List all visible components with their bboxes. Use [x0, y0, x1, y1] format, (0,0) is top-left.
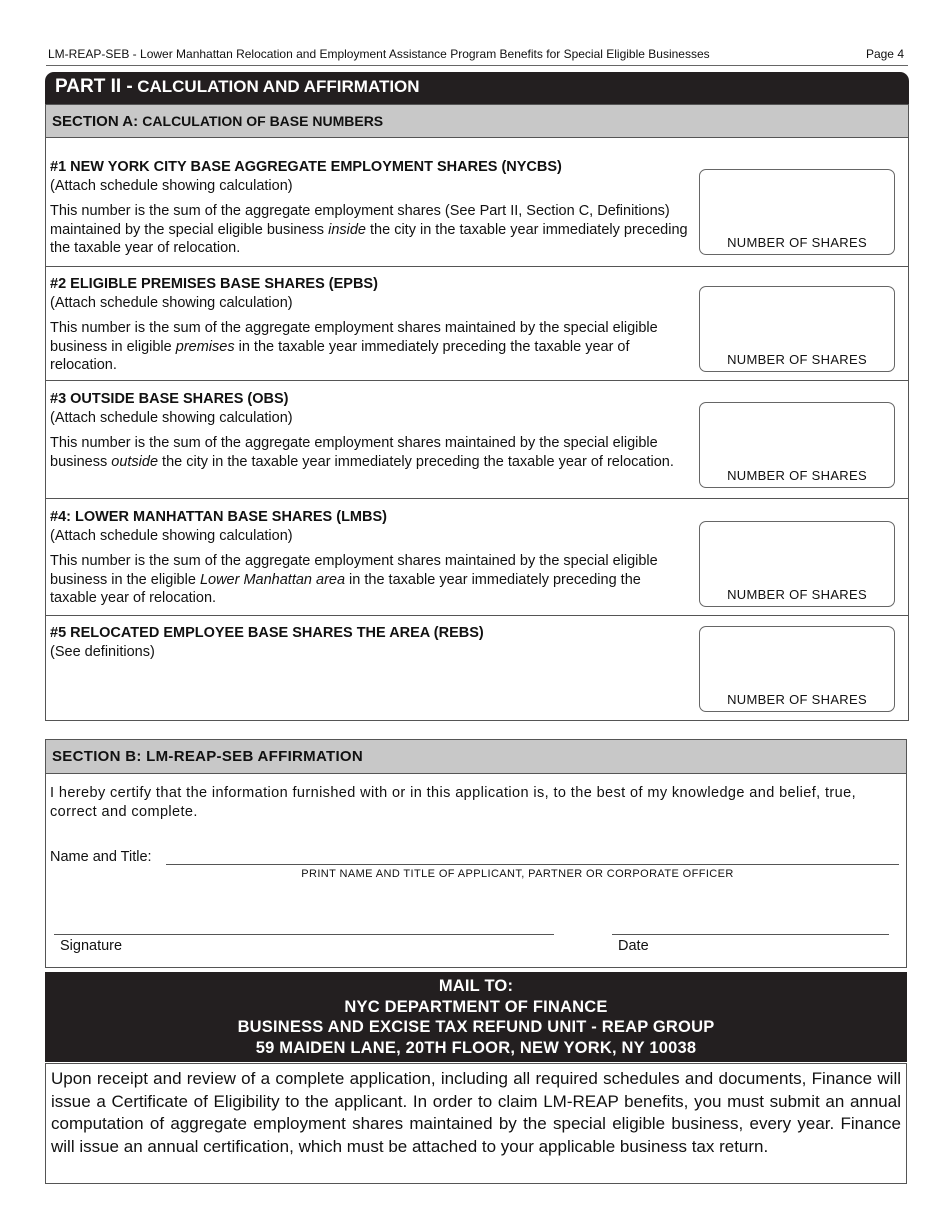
row-note: (Attach schedule showing calculation)	[50, 294, 293, 311]
calc-row-rebs	[46, 616, 908, 720]
signature-field[interactable]	[54, 934, 554, 935]
row-title: #4: LOWER MANHATTAN BASE SHARES (LMBS)	[50, 509, 387, 525]
rebs-shares-input[interactable]	[699, 626, 895, 712]
shares-label: NUMBER OF SHARES	[727, 587, 867, 602]
desc-emphasis: Lower Manhattan area	[199, 571, 346, 588]
desc-text: in the taxable year immediately preceding the taxable year of relocation.	[50, 571, 641, 606]
desc-emphasis: outside	[111, 453, 159, 470]
calc-row-obs	[46, 381, 908, 499]
desc-text: This number is the sum of the aggregate employment shares maintained by the special eligible business in the eligible	[50, 553, 658, 588]
part-title: CALCULATION AND AFFIRMATION	[137, 77, 420, 96]
calc-row-nycbs	[46, 138, 908, 267]
desc-emphasis: premises	[175, 338, 235, 355]
date-field[interactable]	[612, 934, 889, 935]
row-title: #1 NEW YORK CITY BASE AGGREGATE EMPLOYMENT SHARES (NYCBS)	[50, 159, 562, 175]
row-description	[50, 319, 690, 375]
row-description	[50, 434, 690, 471]
epbs-shares-input[interactable]	[699, 286, 895, 372]
nycbs-shares-input[interactable]	[699, 169, 895, 255]
row-note: (Attach schedule showing calculation)	[50, 527, 293, 544]
footer-note: Upon receipt and review of a complete application, including all required schedules and documents, Finance will issue a Certificate of Eligibility to the applicant. In order to claim LM-REAP benefits, you must submit an annual computation of aggregate employment shares maintained by the special eligible business, every year. Finance will issue an annual certification, which must be attached to your applicable business tax return.	[45, 1063, 907, 1184]
certification-text: I hereby certify that the information furnished with or in this application is, to the best of my knowledge and belief, true, correct and complete.	[50, 785, 857, 820]
desc-text: the city in the taxable year immediately preceding the taxable year of relocation.	[158, 453, 674, 470]
row-text	[50, 390, 690, 471]
calculation-box	[45, 138, 909, 721]
shares-label: NUMBER OF SHARES	[727, 468, 867, 483]
part-label: PART II -	[55, 76, 133, 97]
section-b-header: SECTION B: LM-REAP-SEB AFFIRMATION	[46, 740, 906, 774]
calc-row-epbs	[46, 267, 908, 381]
desc-text: in the taxable year immediately preceding the taxable year of relocation.	[50, 338, 630, 373]
page-number: Page 4	[865, 47, 904, 61]
desc-emphasis: inside	[328, 221, 366, 238]
row-note: (See definitions)	[50, 643, 155, 660]
obs-shares-input[interactable]	[699, 402, 895, 488]
row-title: #3 OUTSIDE BASE SHARES (OBS)	[50, 391, 289, 407]
name-title-caption: PRINT NAME AND TITLE OF APPLICANT, PARTNER OR CORPORATE OFFICER	[301, 868, 734, 880]
mail-to-line1: NYC DEPARTMENT OF FINANCE	[344, 997, 608, 1016]
mail-to-line2: BUSINESS AND EXCISE TAX REFUND UNIT - REAP GROUP	[237, 1018, 715, 1036]
section-a-label: SECTION A:	[52, 113, 139, 130]
row-description	[50, 202, 690, 258]
mail-to-box	[45, 972, 907, 1062]
date-label: Date	[618, 938, 649, 954]
row-title: #2 ELIGIBLE PREMISES BASE SHARES (EPBS)	[50, 276, 378, 292]
row-text	[50, 275, 690, 375]
form-title: LM-REAP-SEB - Lower Manhattan Relocation and Employment Assistance Program Benefits for Special Eligible Businesses	[48, 47, 710, 61]
row-text	[50, 624, 690, 661]
page-header	[46, 46, 908, 66]
row-text	[50, 158, 690, 258]
row-note: (Attach schedule showing calculation)	[50, 409, 293, 426]
mail-to-line3: 59 MAIDEN LANE, 20TH FLOOR, NEW YORK, NY 10038	[255, 1038, 697, 1057]
desc-text: This number is the sum of the aggregate employment shares maintained by the special eligible business	[50, 435, 658, 470]
name-title-field[interactable]	[166, 864, 899, 865]
desc-text: This number is the sum of the aggregate employment shares maintained by the special eligible business in eligible	[50, 320, 658, 355]
signature-label: Signature	[60, 938, 123, 954]
shares-label: NUMBER OF SHARES	[727, 235, 867, 250]
name-title-label: Name and Title:	[50, 849, 152, 865]
mail-to-heading: MAIL TO:	[438, 977, 514, 995]
row-note: (Attach schedule showing calculation)	[50, 177, 293, 194]
section-a-title: CALCULATION OF BASE NUMBERS	[142, 113, 384, 129]
section-a-header	[45, 104, 909, 138]
shares-label: NUMBER OF SHARES	[727, 692, 867, 707]
lmbs-shares-input[interactable]	[699, 521, 895, 607]
row-text	[50, 508, 690, 608]
section-b-affirmation	[45, 739, 907, 968]
part-header	[45, 72, 909, 104]
desc-text: the city in the taxable year immediately preceding the taxable year of relocation.	[50, 221, 688, 256]
shares-label: NUMBER OF SHARES	[727, 352, 867, 367]
row-title: #5 RELOCATED EMPLOYEE BASE SHARES THE AREA (REBS)	[50, 625, 484, 641]
calc-row-lmbs	[46, 499, 908, 616]
row-description	[50, 552, 690, 608]
desc-text: This number is the sum of the aggregate employment shares (See Part II, Section C, Definitions) maintained by the special eligible business	[50, 203, 670, 238]
